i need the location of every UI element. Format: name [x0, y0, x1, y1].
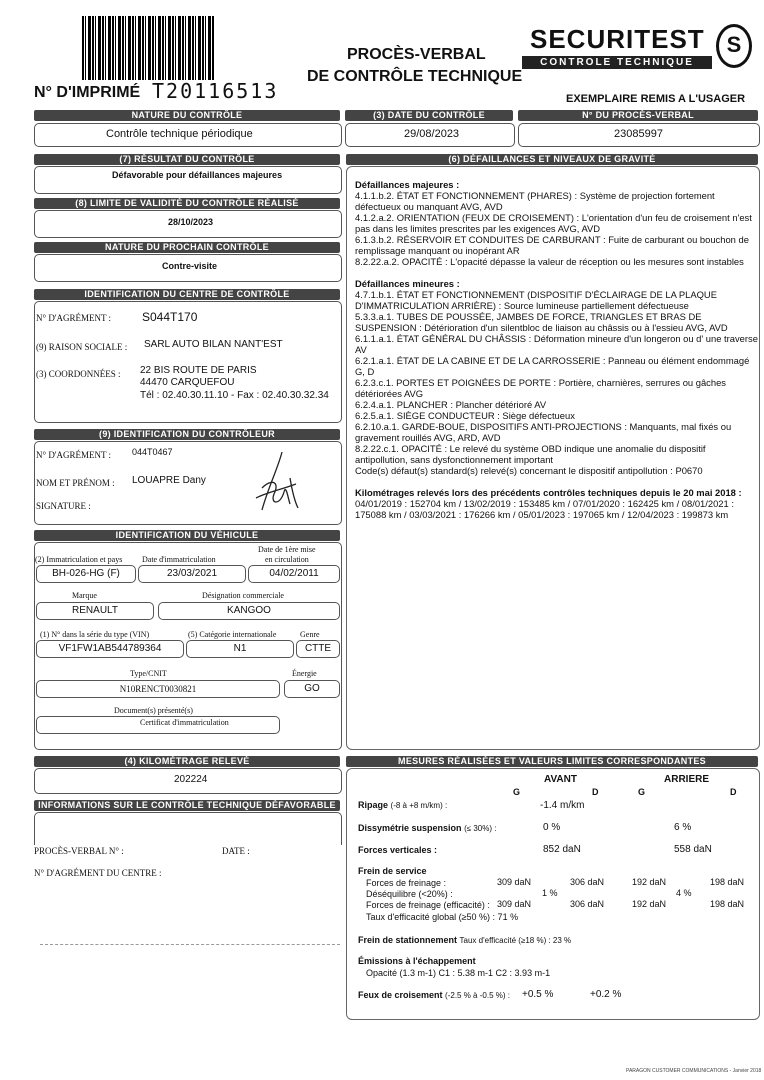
- ripage-label: Ripage: [358, 800, 389, 810]
- designation-cell: KANGOO: [158, 602, 340, 620]
- mineure-item: 6.2.5.a.1. SIÈGE CONDUCTEUR : Siège défectueux: [355, 410, 575, 421]
- centre-agrement-label: N° D'AGRÉMENT :: [36, 313, 112, 323]
- emissions-label: Émissions à l'échappement: [358, 956, 476, 966]
- centre-coord-line2: 44470 CARQUEFOU: [140, 377, 235, 388]
- mineure-item: 8.2.22.c.1. OPACITÉ : Le relevé du système OBD indique une anomalie du dispositif antipollution, sans dysfonctionnement important: [355, 443, 706, 465]
- ff-arg: 192 daN: [632, 877, 667, 887]
- doc-title-line1: PROCÈS-VERBAL: [347, 46, 486, 63]
- pv-number-value: 23085997: [614, 128, 663, 140]
- mineure-item: 4.7.1.b.1. ÉTAT ET FONCTIONNEMENT (DISPOSITIF D'ÉCLAIRAGE DE LA PLAQUE D'IMMATRICULATION ARRIÈRE) : Source lumineuse partiellement défectueuse: [355, 289, 717, 311]
- pv-number-bar: N° DU PROCÈS-VERBAL: [518, 110, 758, 121]
- centre-raison-value: SARL AUTO BILAN NANT'EST: [144, 339, 283, 350]
- centre-bar: IDENTIFICATION DU CENTRE DE CONTRÔLE: [34, 289, 340, 300]
- taux-global: Taux d'efficacité global (≥50 %) : 71 %: [366, 912, 519, 922]
- prochain-bar: NATURE DU PROCHAIN CONTRÔLE: [34, 242, 340, 253]
- categorie-cell: N1: [186, 640, 294, 658]
- km-history: [355, 487, 759, 520]
- col-d-ar: D: [730, 787, 737, 797]
- type-cnit-label: Type/CNIT: [130, 669, 167, 678]
- dashed-rule: [40, 944, 340, 945]
- exemplaire-usager: EXEMPLAIRE REMIS A L'USAGER: [566, 93, 746, 105]
- ripage-row: [358, 800, 447, 810]
- forces-verticales-label: Forces verticales :: [358, 845, 438, 855]
- premiere-circulation-cell: 04/02/2011: [248, 565, 340, 583]
- date-immat-label: Date d'immatriculation: [142, 555, 216, 564]
- col-g-av: G: [513, 787, 521, 797]
- majeure-item: 4.1.2.a.2. ORIENTATION (FEUX DE CROISEMENT) : L'orientation d'un feu de croisement n'est pas dans les limites prescrites par les exigences AVG, AVD: [355, 212, 752, 234]
- type-cnit-cell: N10RENCT0030821: [36, 680, 280, 698]
- mineure-item: 6.2.10.a.1. GARDE-BOUE, DISPOSITIFS ANTI-PROJECTIONS : Manquants, mal fixés ou gravement rouillés AVG, ARD, AVD: [355, 421, 732, 443]
- kilometrage-value: 202224: [174, 774, 208, 785]
- ffe-ard: 198 daN: [710, 899, 745, 909]
- energie-label: Énergie: [292, 669, 317, 678]
- majeure-item: 8.2.22.a.2. OPACITÉ : L'opacité dépasse la valeur de réception ou les mesures sont instables: [355, 256, 744, 267]
- deseq-ar: 4 %: [676, 888, 692, 898]
- defavorable-agrement-label: N° D'AGRÉMENT DU CENTRE :: [34, 868, 162, 878]
- marque-cell: RENAULT: [36, 602, 154, 620]
- km-history-text: 04/01/2019 : 152704 km / 13/02/2019 : 153485 km / 07/01/2020 : 162425 km / 08/01/2021 : 175088 km / 03/03/2021 : 176266 km / 05/01/2023 : 197065 km / 12/04/2023 : 199873 km: [355, 498, 734, 520]
- vin-label: (1) N° dans la série du type (VIN): [40, 630, 150, 639]
- avant-header: AVANT: [544, 774, 577, 785]
- marque-label: Marque: [72, 591, 97, 600]
- documents-label: Document(s) présenté(s): [114, 706, 193, 715]
- ffe-avd: 306 daN: [570, 899, 605, 909]
- majeure-item: 6.1.3.b.2. RÉSERVOIR ET CONDUITES DE CARBURANT : Fuite de carburant ou bouchon de remplissage manquant ou inopérant AR: [355, 234, 749, 256]
- stationnement-row: [358, 935, 571, 945]
- mineure-item: 6.2.3.c.1. PORTES ET POIGNÉES DE PORTE : Portière, charnières, serrures ou gâches détériorées AVG: [355, 377, 726, 399]
- stationnement-text: Taux d'efficacité (≥18 %) : 23 %: [459, 936, 572, 945]
- nature-controle-bar: NATURE DU CONTRÔLE: [34, 110, 340, 121]
- majeure-item: 4.1.1.b.2. ÉTAT ET FONCTIONNEMENT (PHARES) : Système de projection fortement défectueux ou manquant AVG, AVD: [355, 190, 715, 212]
- printer-footer: PARAGON CUSTOMER COMMUNICATIONS - Janvier 2018: [626, 1068, 762, 1074]
- defavorable-bar: INFORMATIONS SUR LE CONTRÔLE TECHNIQUE DÉFAVORABLE: [34, 800, 340, 811]
- ripage-value: -1.4 m/km: [540, 800, 585, 811]
- genre-cell: CTTE: [296, 640, 340, 658]
- feux-label: Feux de croisement: [358, 990, 443, 1000]
- deseq-label: Déséquilibre (<20%) :: [366, 889, 453, 899]
- brand-logo: SECURITEST: [530, 24, 705, 54]
- resultat-value: Défavorable pour défaillances majeures: [112, 170, 283, 180]
- controleur-agrement-value: 044T0467: [132, 447, 173, 457]
- dissym-ar: 6 %: [674, 822, 692, 833]
- doc-title-line2: DE CONTRÔLE TECHNIQUE: [307, 68, 523, 85]
- date-controle-bar: (3) DATE DU CONTRÔLE: [345, 110, 513, 121]
- dissym-row: [358, 823, 496, 833]
- dissym-limit: (≤ 30%) :: [464, 824, 497, 833]
- barcode: [82, 16, 214, 80]
- brand-subtitle: CONTROLE TECHNIQUE: [522, 56, 712, 69]
- date-controle-value: 29/08/2023: [404, 128, 460, 140]
- mineure-item: 6.1.1.a.1. ÉTAT GÉNÉRAL DU CHÂSSIS : Déformation mineure d'un longeron ou d' une traverse AV: [355, 333, 758, 355]
- vehicule-bar: IDENTIFICATION DU VÉHICULE: [34, 530, 340, 541]
- date-immat-cell: 23/03/2021: [138, 565, 246, 583]
- prochain-value: Contre-visite: [162, 261, 218, 271]
- brand-s-icon: S: [716, 24, 752, 68]
- frein-service-label: Frein de service: [358, 866, 427, 876]
- forces-freinage-label: Forces de freinage :: [366, 878, 447, 888]
- dissym-label: Dissymétrie suspension: [358, 823, 462, 833]
- feux-limit: (-2.5 % à -0.5 %) :: [445, 991, 510, 1000]
- mineures-title: Défaillances mineures :: [355, 278, 460, 289]
- immat-label: (2) Immatriculation et pays: [35, 555, 123, 564]
- mineure-item: 6.2.4.a.1. PLANCHER : Plancher détérioré AV: [355, 399, 547, 410]
- ffe-label: Forces de freinage (efficacité) :: [366, 900, 490, 910]
- imprime-number: T20116513: [152, 79, 279, 103]
- imprime-label: N° D'IMPRIMÉ: [34, 84, 141, 101]
- kilometrage-bar: (4) KILOMÉTRAGE RELEVÉ: [34, 756, 340, 767]
- centre-agrement-value: S044T170: [142, 310, 198, 324]
- ff-avg: 309 daN: [497, 877, 532, 887]
- forces-verticales-ar: 558 daN: [674, 844, 712, 855]
- centre-coord-line1: 22 BIS ROUTE DE PARIS: [140, 365, 257, 376]
- deseq-av: 1 %: [542, 888, 558, 898]
- vin-cell: VF1FW1AB544789364: [36, 640, 184, 658]
- ffe-arg: 192 daN: [632, 899, 667, 909]
- defaillances-content: [355, 179, 759, 520]
- opacite-text: Opacité (1.3 m-1) C1 : 5.38 m-1 C2 : 3.93 m-1: [366, 968, 551, 978]
- stationnement-label: Frein de stationnement: [358, 935, 458, 945]
- ripage-limit: (-8 à +8 m/km) :: [390, 801, 448, 810]
- controleur-bar: (9) IDENTIFICATION DU CONTRÔLEUR: [34, 429, 340, 440]
- resultat-bar: (7) RÉSULTAT DU CONTRÔLE: [34, 154, 340, 165]
- designation-label: Désignation commerciale: [202, 591, 284, 600]
- centre-coord-label: (3) COORDONNÉES :: [36, 369, 121, 379]
- mineure-item: 6.2.1.a.1. ÉTAT DE LA CABINE ET DE LA CARROSSERIE : Panneau ou élément endommagé G, D: [355, 355, 750, 377]
- centre-coord-line3: Tél : 02.40.30.11.10 - Fax : 02.40.30.32.34: [140, 390, 329, 401]
- nature-controle-value: Contrôle technique périodique: [106, 128, 253, 140]
- controleur-nom-value: LOUAPRE Dany: [132, 475, 206, 486]
- col-d-av: D: [592, 787, 599, 797]
- km-history-title: Kilométrages relevés lors des précédents contrôles techniques depuis le 20 mai 2018 :: [355, 487, 742, 498]
- defavorable-date-label: DATE :: [222, 846, 250, 856]
- documents-value: Certificat d'immatriculation: [140, 718, 229, 727]
- mineure-item: Code(s) défaut(s) standard(s) relevé(s) concernant le dispositif antipollution : P0670: [355, 465, 703, 476]
- centre-raison-label: (9) RAISON SOCIALE :: [36, 342, 128, 352]
- controleur-signature-label: SIGNATURE :: [36, 501, 91, 511]
- feux-d: +0.2 %: [590, 989, 622, 1000]
- defavorable-box: [34, 812, 342, 845]
- dissym-av: 0 %: [543, 822, 561, 833]
- ff-avd: 306 daN: [570, 877, 605, 887]
- premiere-circulation-label-2: en circulation: [265, 555, 309, 564]
- energie-cell: GO: [284, 680, 340, 698]
- arriere-header: ARRIERE: [664, 774, 710, 785]
- forces-verticales-av: 852 daN: [543, 844, 581, 855]
- signature-scribble: [250, 448, 310, 516]
- col-g-ar: G: [638, 787, 646, 797]
- controleur-agrement-label: N° D'AGRÉMENT :: [36, 450, 112, 460]
- controleur-nom-label: NOM ET PRÉNOM :: [36, 478, 115, 488]
- majeures-title: Défaillances majeures :: [355, 179, 460, 190]
- mesures-bar: MESURES RÉALISÉES ET VALEURS LIMITES CORRESPONDANTES: [346, 756, 758, 767]
- ff-ard: 198 daN: [710, 877, 745, 887]
- feux-g: +0.5 %: [522, 989, 554, 1000]
- validite-value: 28/10/2023: [168, 217, 214, 227]
- validite-bar: (8) LIMITE DE VALIDITÉ DU CONTRÔLE RÉALISÉ: [34, 198, 340, 209]
- feux-row: [358, 990, 510, 1000]
- ffe-avg: 309 daN: [497, 899, 532, 909]
- defavorable-pv-label: PROCÈS-VERBAL N° :: [34, 846, 124, 856]
- defaillances-bar: (6) DÉFAILLANCES ET NIVEAUX DE GRAVITÉ: [346, 154, 758, 165]
- genre-label: Genre: [300, 630, 320, 639]
- categorie-label: (5) Catégorie internationale: [188, 630, 277, 639]
- immat-cell: BH-026-HG (F): [36, 565, 136, 583]
- premiere-circulation-label-1: Date de 1ère mise: [258, 545, 316, 554]
- mineure-item: 5.3.3.a.1. TUBES DE POUSSÉE, JAMBES DE FORCE, TRIANGLES ET BRAS DE SUSPENSION : Détérioration d'un silentbloc de liaison au châssis ou à l'essieu AVG, AVD: [355, 311, 728, 333]
